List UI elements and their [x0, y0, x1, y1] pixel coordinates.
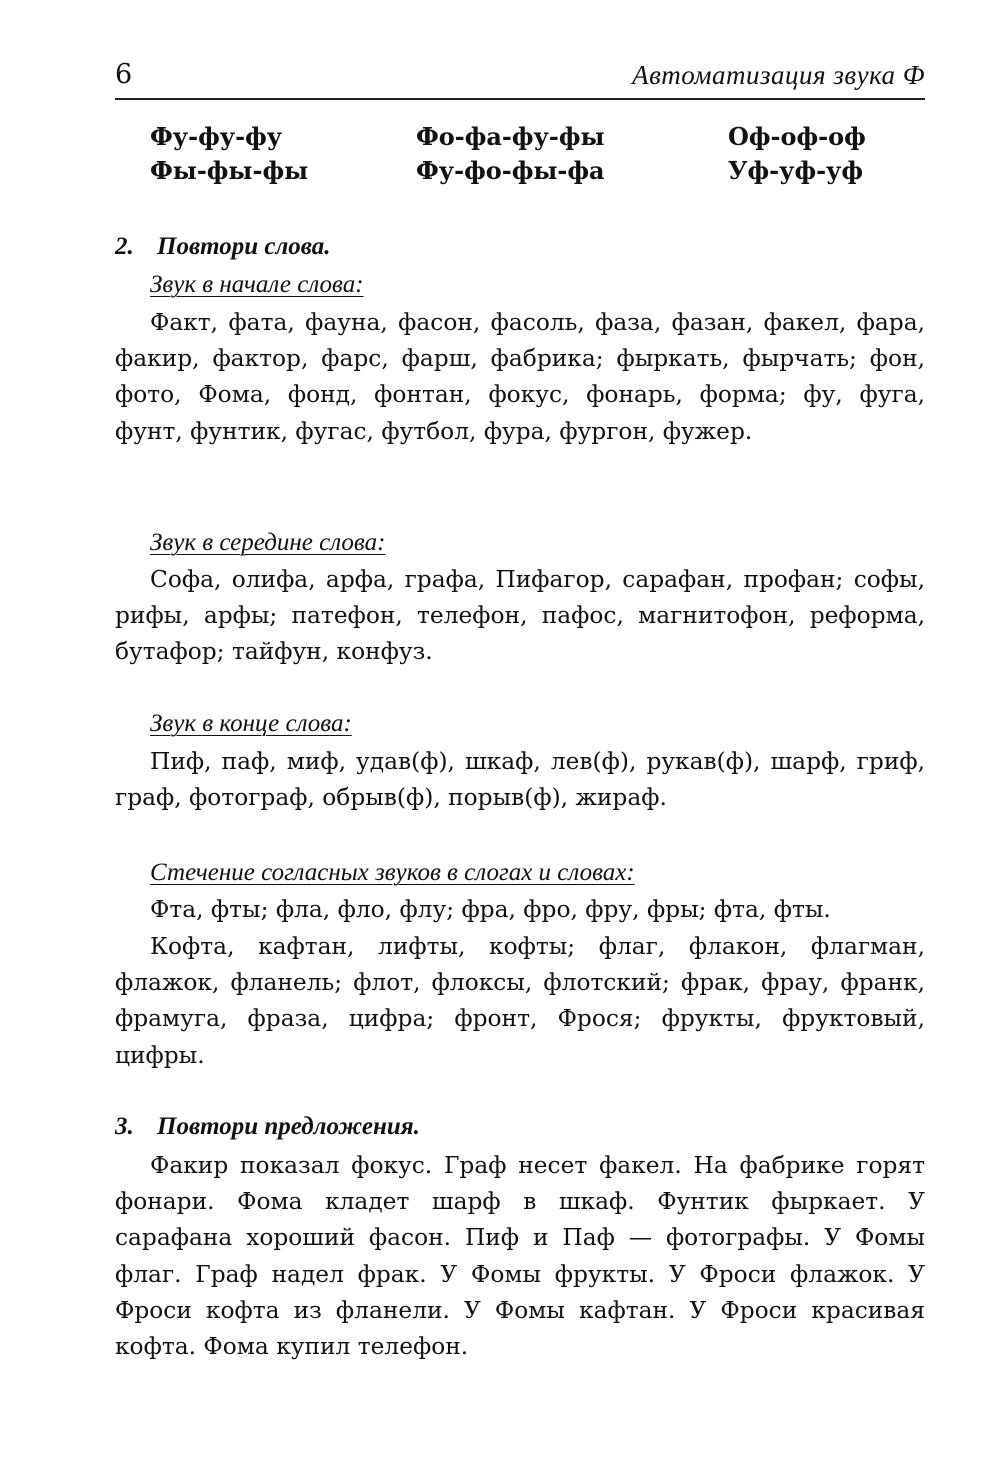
syllable-grid: [150, 120, 900, 188]
section-3-number: 3.: [115, 1113, 134, 1140]
section-2-title-text: Повтори слова.: [157, 233, 331, 260]
paragraph-sentences: Факир показал фокус. Граф несет факел. На фабрике горят фонари. Фома кладет шарф в шкаф. Фунтик фыркает. У сарафана хороший фасон. Пиф и Паф — фотографы. У Фомы флаг. Граф надел фрак. У Фомы фрукты. У Фроси флажок. У Фроси кофта из фланели. У Фомы кафтан. У Фроси красивая кофта. Фома купил телефон.: [115, 1152, 925, 1361]
subheading-middle: Звук в середине слова:: [150, 529, 386, 556]
page-number: 6: [115, 59, 133, 90]
paragraph-cluster-syllables: Фта, фты; фла, фло, флу; фра, фро, фру, фры; фта, фты.: [150, 896, 831, 923]
paragraph-end-words: Пиф, паф, миф, удав(ф), шкаф, лев(ф), рукав(ф), шарф, гриф, граф, фотограф, обрыв(ф), порыв(ф), жираф.: [115, 748, 925, 812]
subheading-clusters: Стечение согласных звуков в слогах и словах:: [150, 859, 635, 886]
syllable-cell: Уф-уф-уф: [728, 156, 864, 185]
syllable-cell: Фы-фы-фы: [150, 156, 309, 185]
syllable-row: [150, 120, 900, 154]
syllable-cell: Оф-оф-оф: [728, 122, 866, 151]
syllable-cell: Фу-фо-фы-фа: [416, 156, 605, 185]
page-header: [115, 58, 925, 100]
subheading-start: Звук в начале слова:: [150, 271, 364, 298]
paragraph-cluster-words: Кофта, кафтан, лифты, кофты; флаг, флакон, флагман, флажок, фланель; флот, флоксы, флотский; фрак, фрау, франк, фрамуга, фраза, цифра; фронт, Фрося; фрукты, фруктовый, цифры.: [115, 933, 925, 1069]
syllable-cell: Фу-фу-фу: [150, 122, 283, 151]
subheading-end: Звук в конце слова:: [150, 710, 352, 737]
syllable-row: [150, 154, 900, 188]
paragraph-middle-words: Софа, олифа, арфа, графа, Пифагор, сарафан, профан; софы, рифы, арфы; патефон, телефон, пафос, магнитофон, реформа, бутафор; тайфун, конфуз.: [115, 566, 925, 666]
running-title: Автоматизация звука Ф: [632, 60, 925, 90]
syllable-cell: Фо-фа-фу-фы: [416, 122, 605, 151]
section-2-number: 2.: [115, 233, 134, 260]
section-3-title-text: Повтори предложения.: [157, 1113, 420, 1140]
section-3-title: [115, 1110, 420, 1144]
paragraph-start-words: Факт, фата, фауна, фасон, фасоль, фаза, фазан, факел, фара, факир, фактор, фарс, фарш, фабрика; фыркать, фырчать; фон, фото, Фома, фонд, фонтан, фокус, фонарь, форма; фу, фуга, фунт, фунтик, фугас, футбол, фура, фургон, фужер.: [115, 309, 925, 445]
section-2-title: [115, 230, 331, 264]
